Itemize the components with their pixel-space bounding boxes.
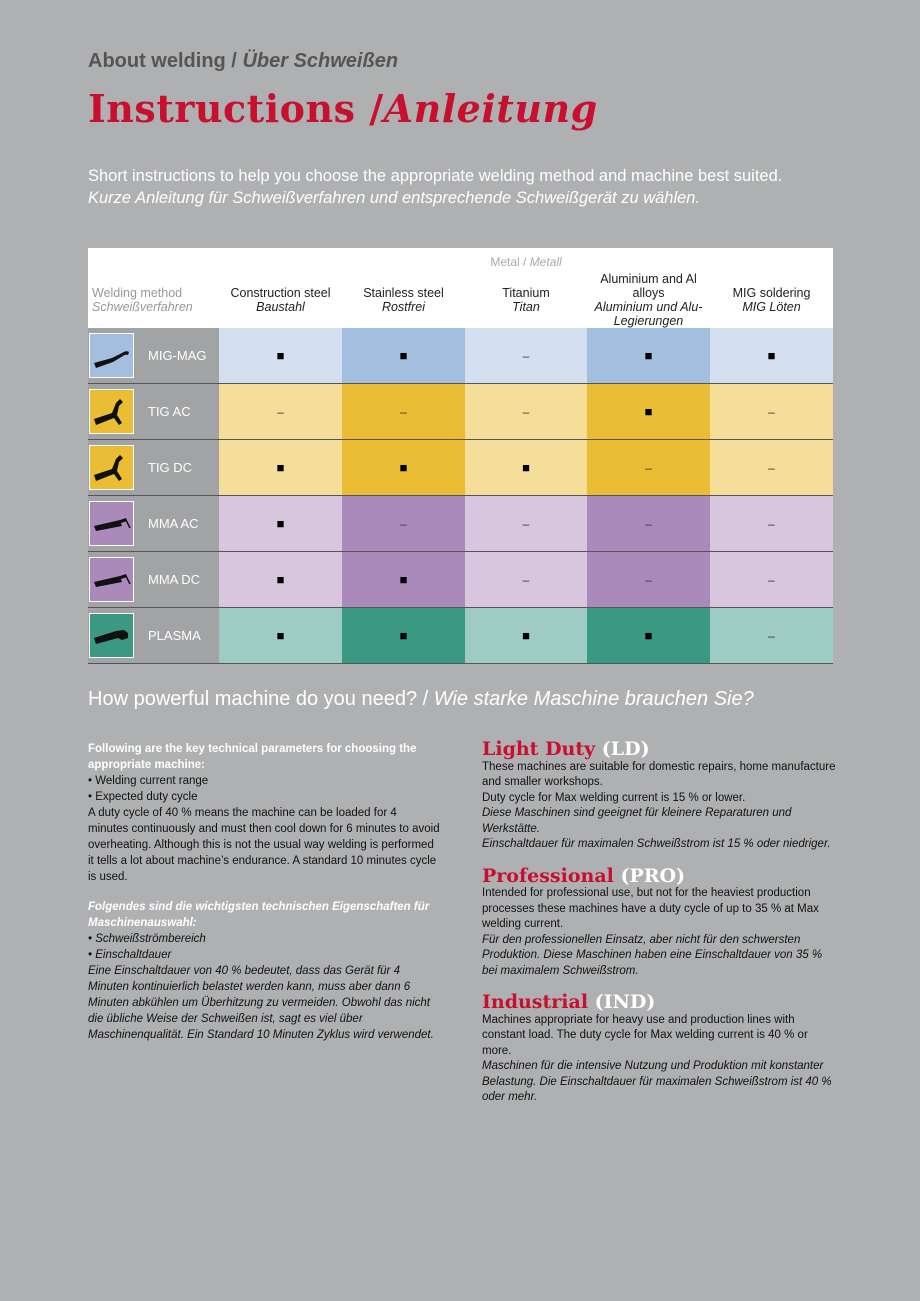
col-header: Aluminium and Al alloys Aluminium und Alu-Legierungen <box>587 272 710 328</box>
mig-torch-icon <box>89 333 134 378</box>
method-name: TIG AC <box>148 404 191 419</box>
table-row <box>88 496 833 552</box>
table-cell <box>219 384 342 440</box>
not-suitable-mark: – <box>768 404 775 419</box>
power-heading: How powerful machine do you need? / Wie starke Maschine brauchen Sie? <box>88 688 754 710</box>
table-cell <box>465 496 587 552</box>
not-suitable-mark: – <box>522 572 530 587</box>
table-cell <box>710 384 833 440</box>
suitable-mark: ■ <box>276 571 285 587</box>
intro <box>88 165 782 209</box>
table-cell <box>465 552 587 608</box>
electrode-holder-icon <box>89 501 134 546</box>
table-cell <box>342 552 465 608</box>
suitable-mark: ■ <box>399 347 408 363</box>
table-cell <box>587 384 710 440</box>
table-cell <box>465 328 587 384</box>
table-cell <box>587 440 710 496</box>
col-header: Stainless steel Rostfrei <box>342 272 465 328</box>
suitable-mark: ■ <box>522 627 530 643</box>
suitable-mark: ■ <box>276 347 285 363</box>
method-header: Welding method Schweißverfahren <box>88 272 219 328</box>
welding-method-table <box>88 248 833 664</box>
suitable-mark: ■ <box>767 347 776 363</box>
suitable-mark: ■ <box>399 571 408 587</box>
table-cell <box>219 496 342 552</box>
not-suitable-mark: – <box>277 404 284 419</box>
table-cell <box>465 440 587 496</box>
intro-de: Kurze Anleitung für Schweißverfahren und entsprechende Schweißgerät zu wählen. <box>88 189 701 207</box>
not-suitable-mark: – <box>768 460 775 475</box>
method-name: PLASMA <box>148 628 201 643</box>
suitable-mark: ■ <box>644 403 653 419</box>
table-cell <box>342 496 465 552</box>
suitable-mark: ■ <box>399 459 408 475</box>
supertitle: About welding / Über Schweißen <box>88 50 399 72</box>
not-suitable-mark: – <box>522 404 530 419</box>
method-name: MIG-MAG <box>148 348 207 363</box>
table-cell <box>587 496 710 552</box>
tig-torch-icon <box>89 389 134 434</box>
suitable-mark: ■ <box>522 459 530 475</box>
table-cell <box>710 552 833 608</box>
table-cell <box>219 608 342 664</box>
table-row <box>88 328 833 384</box>
duty-industrial: Industrial (IND) Machines appropriate for heavy use and production lines with constant load. The duty cycle for Max welding current is 40 % or more. Maschinen für die intensive Nutzung und Produktion mit konstanter Belastung. Die Einschaltdauer für maximalen Schweißstrom ist 40 % oder mehr. <box>482 991 832 1103</box>
not-suitable-mark: – <box>768 516 775 531</box>
table-row <box>88 384 833 440</box>
table-cell <box>710 440 833 496</box>
method-name: MMA AC <box>148 516 199 531</box>
col-header: Construction steel Baustahl <box>219 272 342 328</box>
suitable-mark: ■ <box>276 627 285 643</box>
not-suitable-mark: – <box>645 516 652 531</box>
table-cell <box>465 384 587 440</box>
not-suitable-mark: – <box>522 348 530 363</box>
not-suitable-mark: – <box>768 628 775 643</box>
suitable-mark: ■ <box>276 459 285 475</box>
duty-light: Light Duty (LD) These machines are suitable for domestic repairs, home manufacture and smaller workshops. Duty cycle for Max welding current is 15 % or lower. Diese Maschinen sind geeignet für kleinere Reparaturen und Werkstätte. Einschaltdauer für maximalen Schweißstrom ist 15 % oder niedriger. <box>482 738 836 850</box>
table-cell <box>587 608 710 664</box>
col-header: Titanium Titan <box>465 272 587 328</box>
not-suitable-mark: – <box>645 460 652 475</box>
table-cell <box>587 552 710 608</box>
table-cell <box>587 328 710 384</box>
table-cell <box>710 608 833 664</box>
table-cell <box>219 552 342 608</box>
table-cell <box>465 608 587 664</box>
not-suitable-mark: – <box>400 404 407 419</box>
table-cell <box>342 608 465 664</box>
not-suitable-mark: – <box>768 572 775 587</box>
not-suitable-mark: – <box>522 516 530 531</box>
table-row <box>88 608 833 664</box>
suitable-mark: ■ <box>399 627 408 643</box>
table-cell <box>710 496 833 552</box>
table-row <box>88 440 833 496</box>
page-title: Instructions /Anleitung <box>88 86 598 131</box>
electrode-holder-icon <box>89 557 134 602</box>
table-cell <box>342 384 465 440</box>
tig-torch-icon <box>89 445 134 490</box>
duty-professional: Professional (PRO) Intended for professional use, but not for the heaviest production processes these machines have a duty cycle of up to 35 % at Max welding current. Für den professionellen Einsatz, aber nicht für den schwersten Produktion. Diese Maschinen haben eine Einschaltdauer von 35 % bei maximalem Schweißstrom. <box>482 864 823 977</box>
table-cell <box>710 328 833 384</box>
suitable-mark: ■ <box>644 347 653 363</box>
duty-classes <box>482 738 837 1122</box>
parameters-text: Following are the key technical parameters for choosing the appropriate machine: • Welding current range • Expected duty cycle A duty cycle of 40 % means the machine can be loaded for 4 minutes continuously and must then cool down for 6 minutes to avoid overheating. Although this is not the usual way welding is performed it tells a lot about machine’s endurance. A standard 10 minutes cycle is used. Folgendes sind die wichtigsten technischen Eigenschaften für Maschinenauswahl: • Schweißströmbereich • Einschaltdauer Eine Einschaltdauer von 40 % bedeutet, dass das Gerät für 4 Minuten kontinuierlich belastet werden kann, muss aber dann 6 Minuten abkühlen um Überhitzung zu vermeiden. Obwohl das nicht die übliche Weise der Schweißen ist, sagt es viel über Maschinenqualität. Ein Standard 10 Minuten Zyklus wird verwendet. <box>88 743 440 1041</box>
col-header: MIG soldering MIG Löten <box>710 272 833 328</box>
plasma-torch-icon <box>89 613 134 658</box>
table-cell <box>342 328 465 384</box>
intro-en: Short instructions to help you choose the appropriate welding method and machine best suited. <box>88 167 783 185</box>
suitable-mark: ■ <box>276 515 285 531</box>
not-suitable-mark: – <box>645 572 652 587</box>
table-row <box>88 552 833 608</box>
suitable-mark: ■ <box>644 627 653 643</box>
method-name: MMA DC <box>148 572 200 587</box>
table-cell <box>219 440 342 496</box>
metal-header: Metal / Metall <box>219 248 833 272</box>
not-suitable-mark: – <box>400 516 407 531</box>
method-name: TIG DC <box>148 460 193 475</box>
table-cell <box>342 440 465 496</box>
table-cell <box>219 328 342 384</box>
